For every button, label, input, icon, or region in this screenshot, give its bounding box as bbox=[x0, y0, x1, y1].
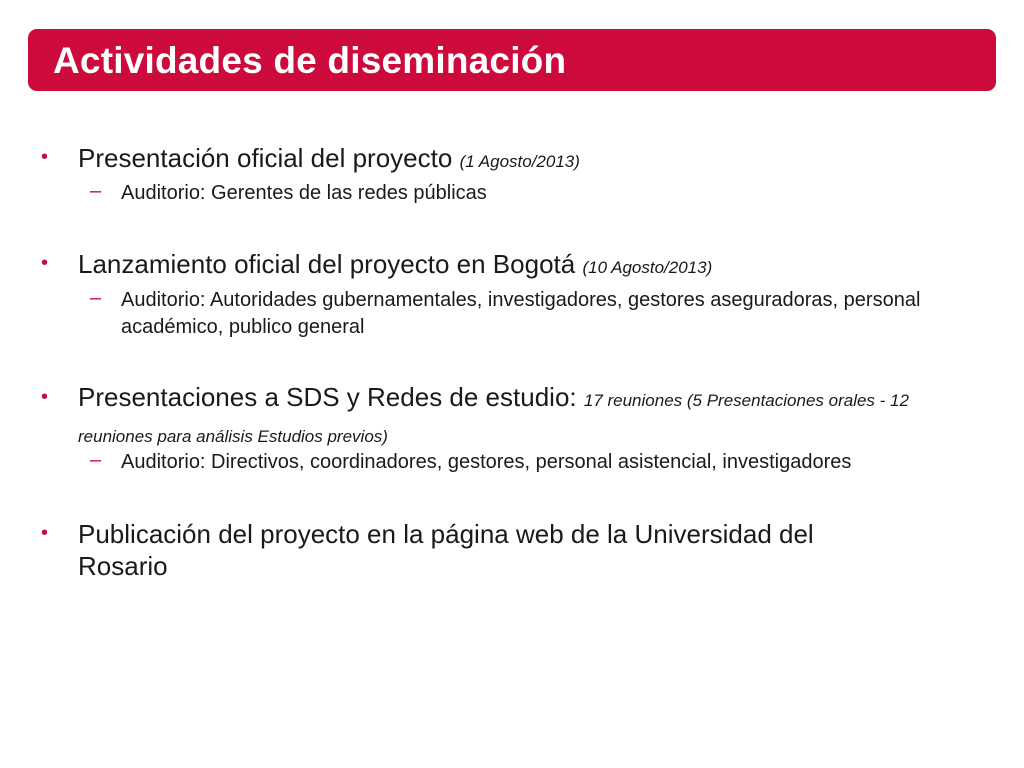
slide-title: Actividades de diseminación bbox=[53, 40, 567, 81]
bullet-item-note: (1 Agosto/2013) bbox=[459, 152, 580, 171]
bullet-item-text: Presentación oficial del proyecto bbox=[78, 143, 453, 173]
sub-item-text: Auditorio: Directivos, coordinadores, gestores, personal asistencial, investigadores bbox=[121, 451, 852, 473]
bullet-icon: • bbox=[41, 386, 49, 408]
bullet-item-text: Publicación del proyecto en la página web de la Universidad del Rosario bbox=[78, 519, 814, 581]
dash-icon: – bbox=[90, 449, 102, 471]
bullet-item bbox=[78, 518, 898, 582]
bullet-item-note: 17 reuniones (5 Presentaciones orales - 12 reuniones para análisis Estudios previos) bbox=[78, 391, 909, 446]
bullet-item bbox=[78, 381, 988, 453]
dash-icon: – bbox=[90, 180, 102, 202]
sub-item-text: Auditorio: Gerentes de las redes públicas bbox=[121, 182, 487, 204]
bullet-icon: • bbox=[41, 522, 49, 544]
bullet-item bbox=[78, 142, 988, 178]
bullet-item bbox=[78, 248, 988, 284]
dash-icon: – bbox=[90, 287, 102, 309]
bullet-icon: • bbox=[41, 146, 49, 168]
bullet-item-text: Presentaciones a SDS y Redes de estudio: bbox=[78, 382, 577, 412]
bullet-item-text: Lanzamiento oficial del proyecto en Bogotá bbox=[78, 249, 576, 279]
bullet-item-note: (10 Agosto/2013) bbox=[582, 258, 713, 277]
bullet-icon: • bbox=[41, 252, 49, 274]
sub-item-text: Auditorio: Autoridades gubernamentales, investigadores, gestores aseguradoras, personal académico, publico general bbox=[121, 289, 921, 338]
